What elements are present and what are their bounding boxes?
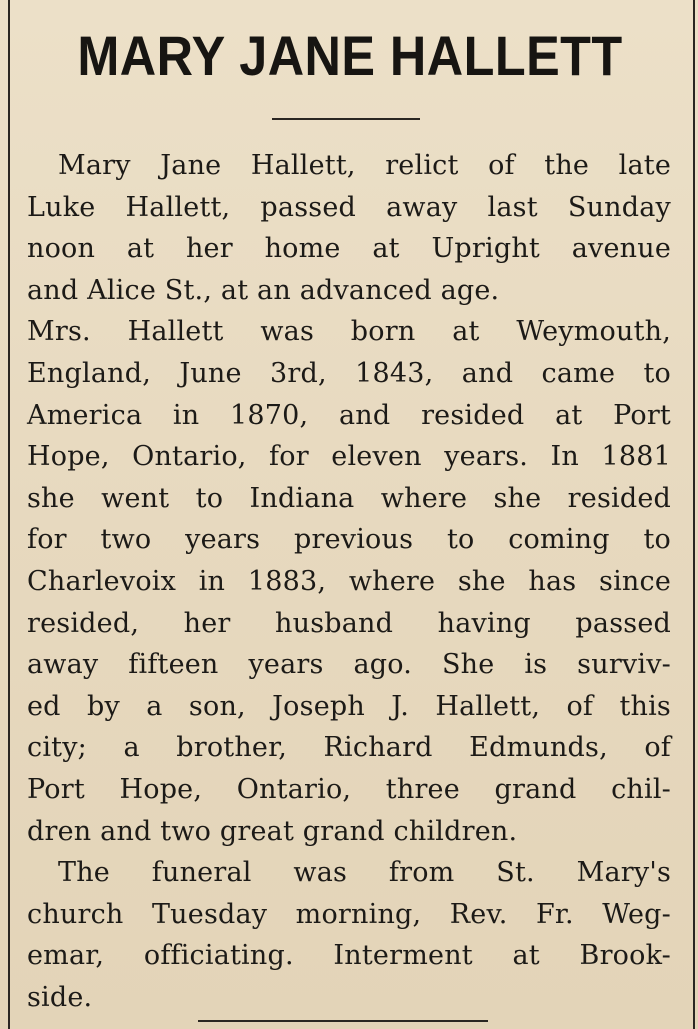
text-line: England, June 3rd, 1843, and came to bbox=[27, 357, 671, 389]
text-line: dren and two great grand children. bbox=[27, 815, 518, 847]
obituary-body bbox=[27, 145, 671, 1018]
text-line: church Tuesday morning, Rev. Fr. Weg- bbox=[27, 898, 671, 930]
headline: MARY JANE HALLETT bbox=[77, 24, 623, 87]
text-line: America in 1870, and resided at Port bbox=[27, 399, 671, 431]
right-column-rule bbox=[693, 0, 695, 1029]
text-line: resided, her husband having passed bbox=[27, 607, 671, 639]
text-line: noon at her home at Upright avenue bbox=[27, 233, 671, 265]
text-line: city; a brother, Richard Edmunds, of bbox=[27, 732, 671, 764]
text-line: Hope, Ontario, for eleven years. In 1881 bbox=[27, 441, 671, 473]
text-line: Luke Hallett, passed away last Sunday bbox=[27, 191, 671, 223]
text-line: ed by a son, Joseph J. Hallett, of this bbox=[27, 690, 671, 722]
closing-divider bbox=[198, 1020, 488, 1022]
text-line: for two years previous to coming to bbox=[27, 524, 671, 556]
text-line: emar, officiating. Interment at Brook- bbox=[27, 940, 671, 972]
text-line: Port Hope, Ontario, three grand chil- bbox=[27, 773, 671, 805]
text-line: away fifteen years ago. She is surviv- bbox=[27, 649, 671, 681]
text-line: she went to Indiana where she resided bbox=[27, 482, 671, 514]
text-line: and Alice St., at an advanced age. bbox=[27, 274, 500, 306]
text-line: Mrs. Hallett was born at Weymouth, bbox=[27, 316, 671, 348]
text-line: Mary Jane Hallett, relict of the late bbox=[58, 150, 671, 181]
headline-divider bbox=[272, 118, 420, 120]
text-line: The funeral was from St. Mary's bbox=[58, 857, 671, 889]
text-line: side. bbox=[27, 981, 93, 1013]
text-line: Charlevoix in 1883, where she has since bbox=[27, 565, 671, 597]
left-column-rule bbox=[8, 0, 10, 1029]
